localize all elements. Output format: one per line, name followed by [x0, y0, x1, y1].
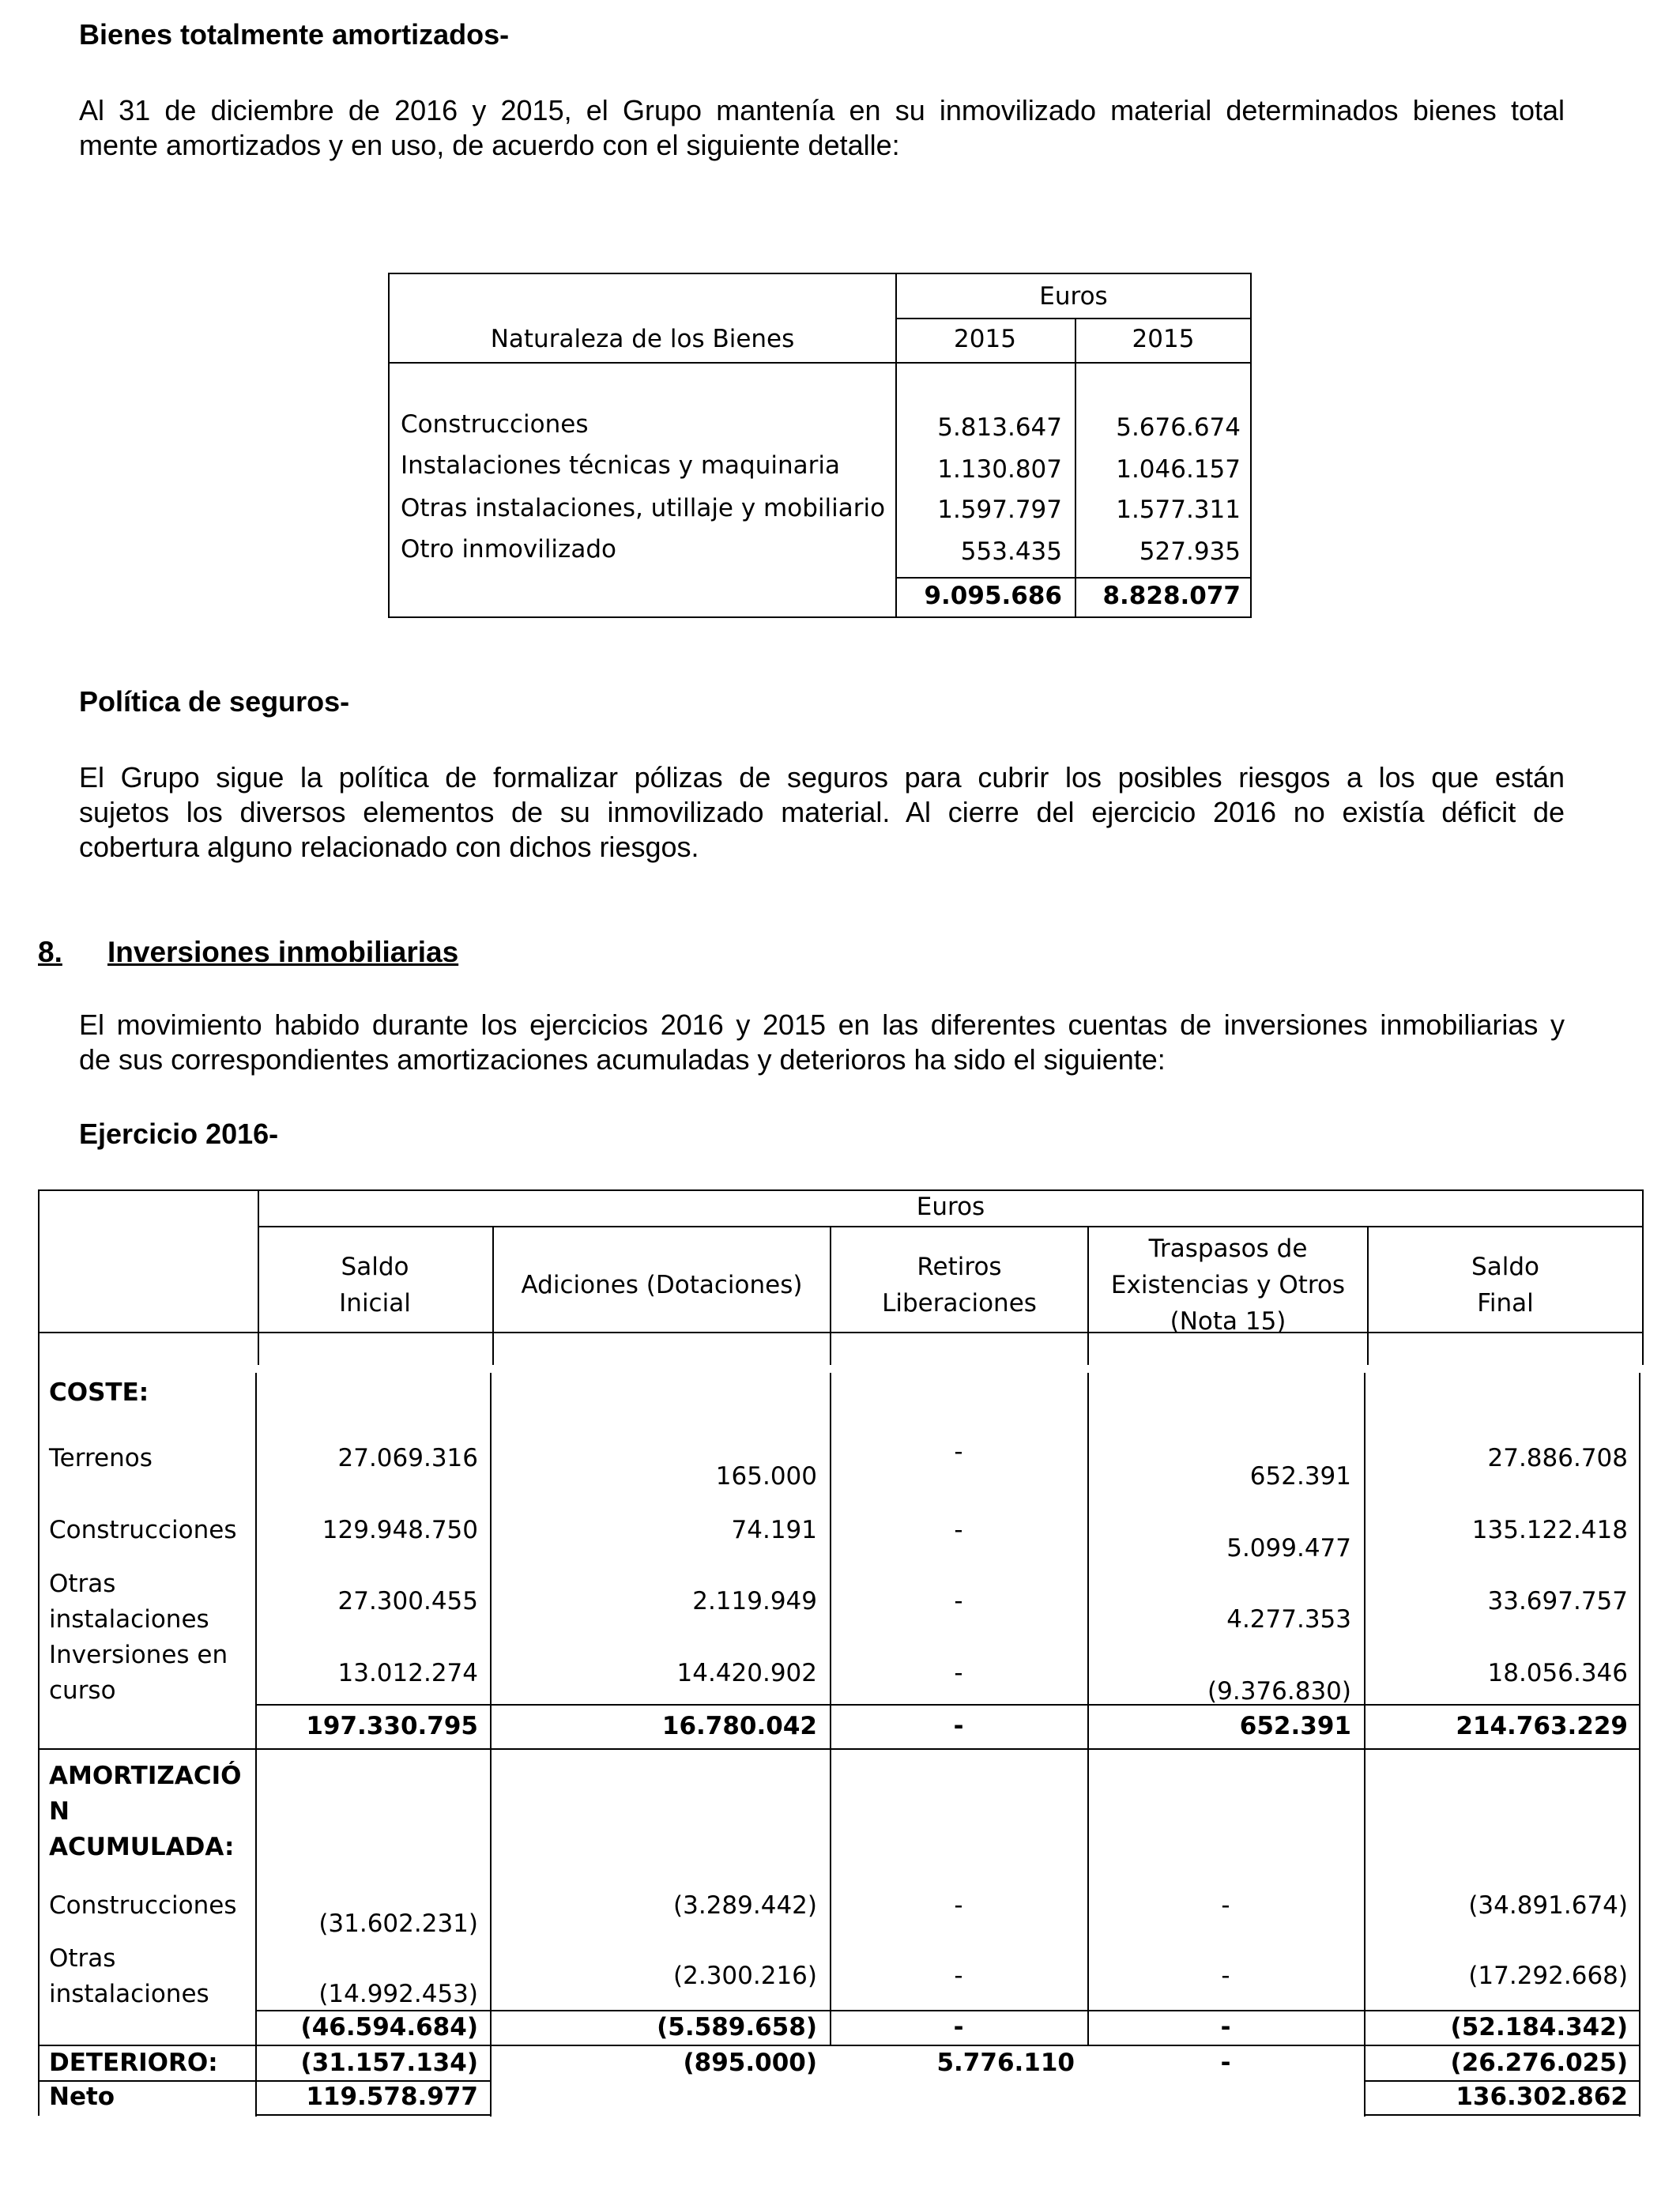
paragraph-line: cobertura alguno relacionado con dichos riesgos. — [79, 831, 699, 863]
year-header: 2015 — [954, 325, 1016, 353]
cell-value: 1.130.807 — [937, 455, 1062, 484]
label-coste: COSTE: — [49, 1378, 149, 1407]
paragraph-line: Al 31 de diciembre de 2016 y 2015, el Grupo mantenía en su inmovilizado material determinados bienes total — [79, 94, 1565, 126]
table-bienes-amortizados — [388, 273, 1252, 618]
cell-value: - — [1221, 1891, 1230, 1920]
cell-value: - — [1221, 1962, 1230, 1990]
cell-value: 5.776.110 — [936, 2049, 1075, 2077]
header-retiros: Liberaciones — [882, 1289, 1037, 1318]
cell-value: 553.435 — [960, 537, 1062, 566]
cell-value: - — [954, 1587, 963, 1615]
label-amortizacion: AMORTIZACIÓ — [49, 1762, 242, 1790]
paragraph-seguros — [79, 760, 1565, 865]
cell-value: 13.012.274 — [337, 1659, 478, 1687]
cell-value: 652.391 — [1249, 1462, 1351, 1491]
cell-value: - — [954, 1659, 963, 1687]
row-label: Terrenos — [49, 1444, 153, 1472]
row-label: Construcciones — [49, 1516, 237, 1544]
header-saldo-inicial: Saldo — [341, 1253, 409, 1281]
row-label: Otras instalaciones — [49, 1570, 209, 1634]
header-saldo-final: Saldo — [1471, 1253, 1539, 1281]
cell-value: - — [954, 1438, 963, 1466]
row-label: Construcciones — [49, 1891, 237, 1920]
cell-value: (3.289.442) — [673, 1891, 817, 1920]
total-value: 16.780.042 — [661, 1712, 817, 1740]
cell-value: 119.578.977 — [306, 2083, 478, 2111]
header-retiros: Retiros — [917, 1253, 1002, 1281]
cell-value: 27.069.316 — [337, 1444, 478, 1472]
cell-value: (31.157.134) — [300, 2049, 478, 2077]
total-value: (52.184.342) — [1450, 2013, 1628, 2041]
cell-value: 1.597.797 — [937, 496, 1062, 524]
column-header-naturaleza: Naturaleza de los Bienes — [490, 325, 795, 353]
cell-value: 5.099.477 — [1226, 1534, 1351, 1563]
cell-value: 135.122.418 — [1471, 1516, 1628, 1544]
header-saldo-inicial: Inicial — [339, 1289, 411, 1318]
paragraph-bienes — [79, 93, 1565, 163]
paragraph-line: de sus correspondientes amortizaciones acumuladas y deterioros ha sido el siguiente: — [79, 1043, 1166, 1076]
section-title: Inversiones inmobiliarias — [107, 936, 459, 968]
total-value: (46.594.684) — [300, 2013, 478, 2041]
cell-value: - — [954, 1962, 963, 1990]
cell-value: 129.948.750 — [322, 1516, 478, 1544]
cell-value: 2.119.949 — [692, 1587, 817, 1615]
paragraph-line: El movimiento habido durante los ejercicios 2016 y 2015 en las diferentes cuentas de inversiones inmobiliarias y — [79, 1008, 1565, 1041]
label-amortizacion: N — [49, 1797, 70, 1826]
paragraph-line: El Grupo sigue la política de formalizar pólizas de seguros para cubrir los posibles riesgos a los que están — [79, 761, 1565, 794]
total-value: 652.391 — [1239, 1712, 1351, 1740]
header-traspasos: Traspasos de — [1148, 1235, 1308, 1263]
row-label: Otro inmovilizado — [401, 535, 616, 564]
cell-value: 4.277.353 — [1226, 1605, 1351, 1634]
cell-value: (895.000) — [683, 2049, 817, 2077]
cell-value: 5.676.674 — [1116, 413, 1241, 442]
cell-value: 14.420.902 — [676, 1659, 817, 1687]
total-value: - — [953, 2013, 964, 2041]
heading-bienes-amortizados: Bienes totalmente amortizados- — [79, 18, 510, 51]
cell-value: 27.300.455 — [337, 1587, 478, 1615]
header-traspasos: Existencias y Otros — [1110, 1271, 1346, 1299]
paragraph-inversiones — [79, 1008, 1565, 1077]
label-neto: Neto — [49, 2083, 115, 2111]
row-label: Construcciones — [401, 410, 589, 439]
label-deterioro: DETERIORO: — [49, 2049, 218, 2077]
cell-value: 1.577.311 — [1116, 496, 1241, 524]
total-value: - — [1220, 2013, 1231, 2041]
cell-value: 33.697.757 — [1487, 1587, 1628, 1615]
cell-value: (2.300.216) — [673, 1962, 817, 1990]
header-adiciones: Adiciones (Dotaciones) — [521, 1271, 803, 1299]
cell-value: - — [954, 1891, 963, 1920]
total-value: 214.763.229 — [1456, 1712, 1628, 1740]
cell-value: (9.376.830) — [1207, 1677, 1351, 1706]
cell-value: - — [1220, 2049, 1231, 2077]
cell-value: 165.000 — [715, 1462, 817, 1491]
table-inversiones-inmobiliarias — [38, 1189, 1644, 2116]
row-label: Instalaciones técnicas y maquinaria — [401, 451, 840, 480]
total-value: 9.095.686 — [924, 582, 1062, 610]
total-value: (5.589.658) — [657, 2013, 817, 2041]
currency-header: Euros — [1039, 282, 1108, 311]
cell-value: 5.813.647 — [937, 413, 1062, 442]
row-label: Otras instalaciones, utillaje y mobiliario — [401, 494, 886, 522]
section-number: 8. — [38, 936, 62, 968]
heading-politica-seguros: Política de seguros- — [79, 685, 350, 718]
year-header: 2015 — [1132, 325, 1195, 353]
cell-value: 74.191 — [731, 1516, 817, 1544]
cell-value: (17.292.668) — [1468, 1962, 1628, 1990]
cell-value: (14.992.453) — [318, 1980, 478, 2008]
row-label: Inversiones en curso — [49, 1641, 228, 1705]
label-amortizacion: ACUMULADA: — [49, 1833, 235, 1861]
cell-value: 1.046.157 — [1116, 455, 1241, 484]
cell-value: (34.891.674) — [1468, 1891, 1628, 1920]
header-traspasos: (Nota 15) — [1170, 1307, 1286, 1336]
currency-header: Euros — [916, 1193, 985, 1221]
row-label: Otras instalaciones — [49, 1944, 209, 2008]
cell-value: 136.302.862 — [1456, 2083, 1628, 2111]
total-value: 8.828.077 — [1102, 582, 1241, 610]
total-value: - — [953, 1712, 964, 1740]
paragraph-line: sujetos los diversos elementos de su inmovilizado material. Al cierre del ejercicio 2016 no existía déficit de — [79, 796, 1565, 828]
cell-value: 18.056.346 — [1487, 1659, 1628, 1687]
total-value: 197.330.795 — [306, 1712, 478, 1740]
cell-value: (31.602.231) — [318, 1909, 478, 1938]
paragraph-line: mente amortizados y en uso, de acuerdo con el siguiente detalle: — [79, 129, 900, 161]
header-saldo-final: Final — [1477, 1289, 1534, 1318]
cell-value: 27.886.708 — [1487, 1444, 1628, 1472]
cell-value: - — [954, 1516, 963, 1544]
cell-value: (26.276.025) — [1450, 2049, 1628, 2077]
cell-value: 527.935 — [1139, 537, 1241, 566]
subheading-ejercicio: Ejercicio 2016- — [79, 1118, 279, 1150]
